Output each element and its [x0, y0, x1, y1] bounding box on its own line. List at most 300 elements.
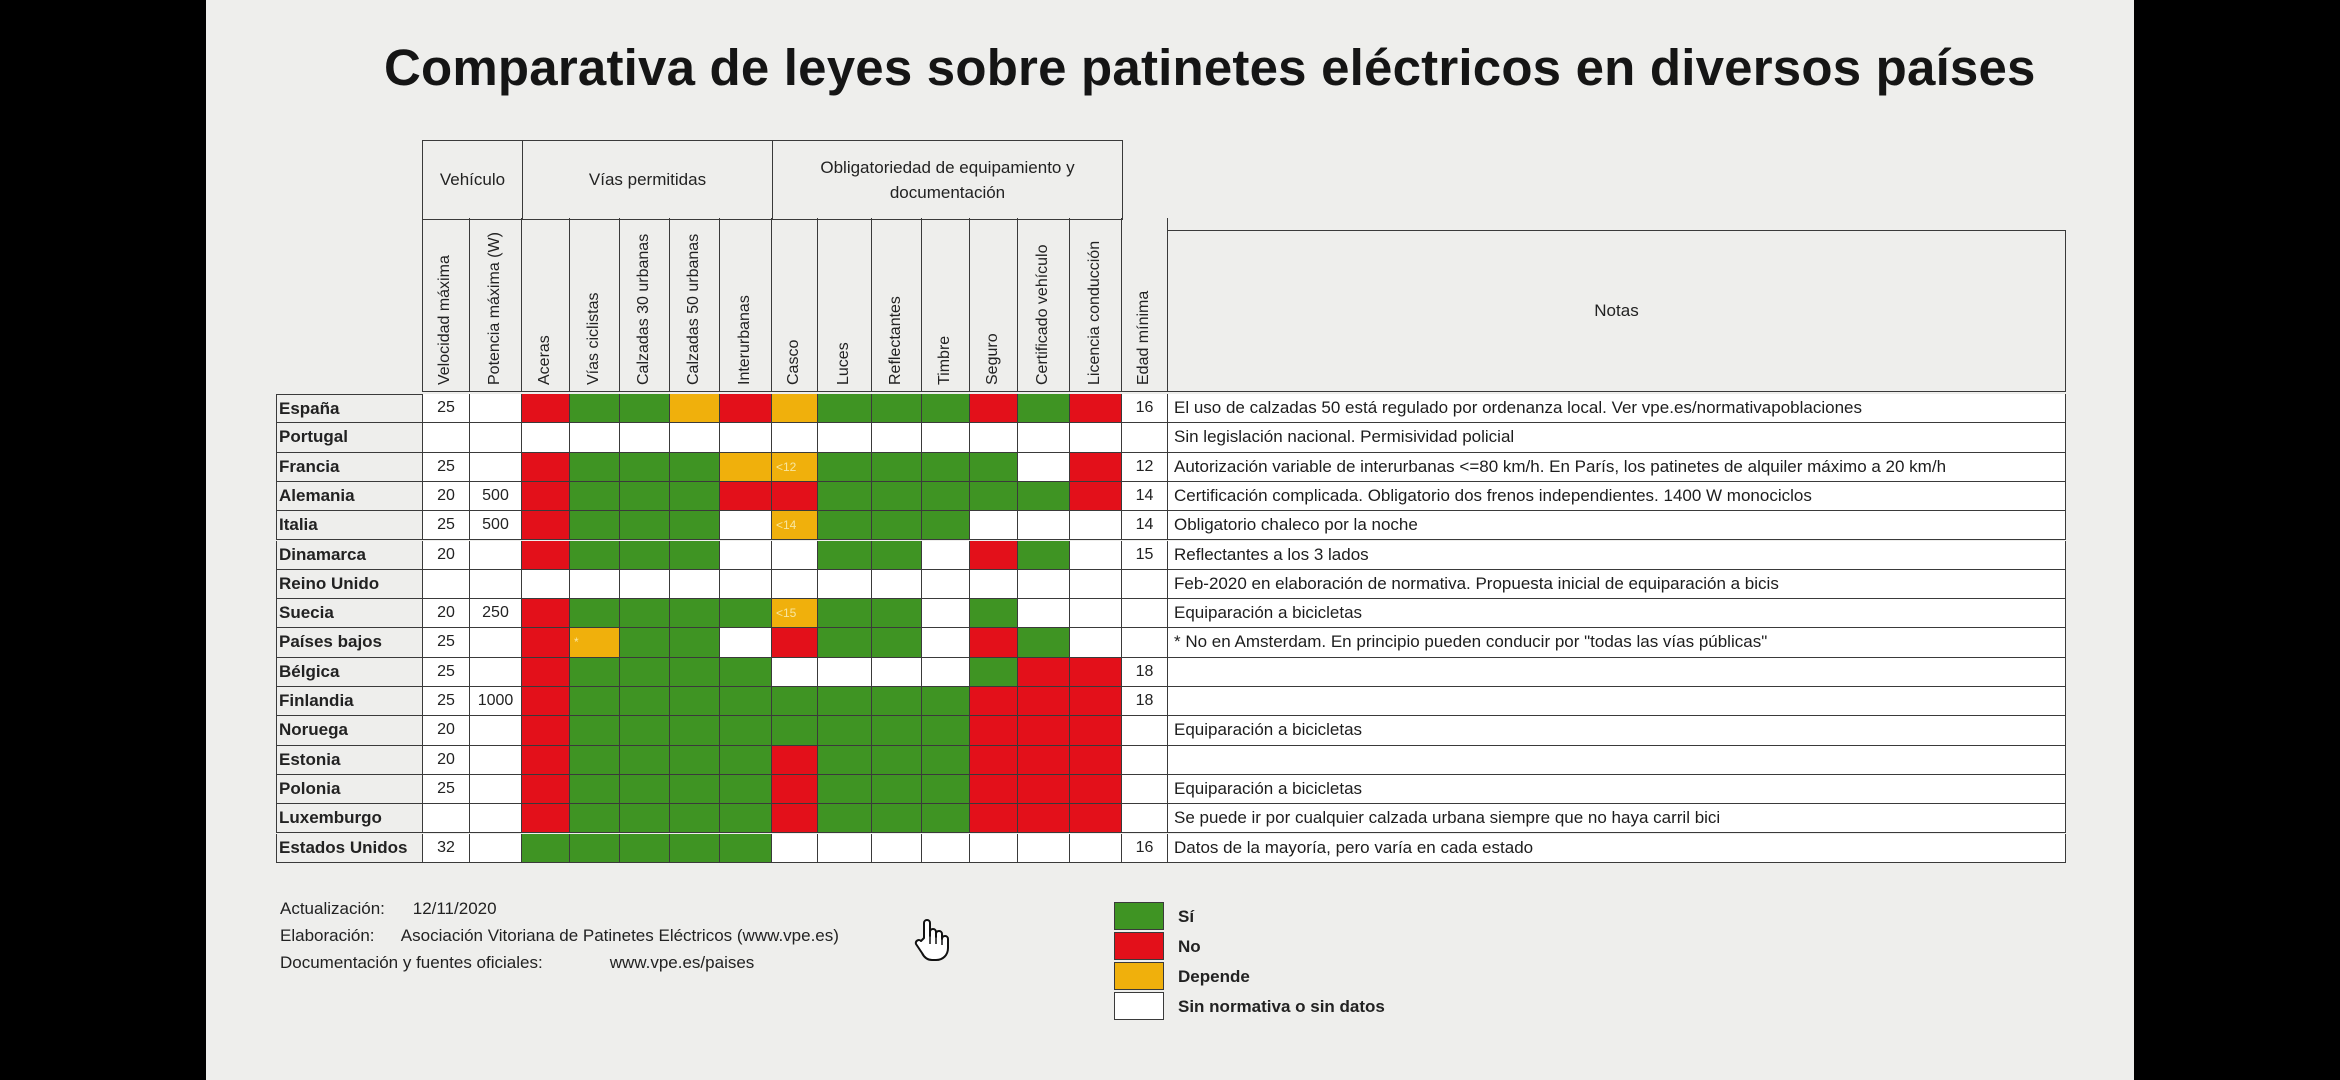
note-cell: * No en Amsterdam. En principio pueden conducir por "todas las vías públicas": [1168, 628, 2066, 657]
speed-cell: 25: [422, 658, 470, 687]
status-cell: [922, 628, 970, 657]
age-cell: [1122, 746, 1168, 775]
status-cell: [670, 570, 720, 599]
notes-header: Notas: [1168, 230, 2066, 392]
status-cell: [1018, 482, 1070, 511]
status-cell: [922, 482, 970, 511]
status-cell: [818, 482, 872, 511]
docs-value: www.vpe.es/paises: [609, 953, 755, 972]
status-cell: [872, 804, 922, 833]
status-cell: [1018, 834, 1070, 863]
note-cell: Datos de la mayoría, pero varía en cada estado: [1168, 834, 2066, 863]
status-cell: [1070, 599, 1122, 628]
status-cell: [720, 482, 772, 511]
note-cell: [1168, 687, 2066, 716]
status-cell: [670, 599, 720, 628]
age-cell: 18: [1122, 658, 1168, 687]
status-cell: [1070, 716, 1122, 745]
status-cell: [970, 599, 1018, 628]
status-cell: [922, 394, 970, 423]
column-header-label: Luces: [834, 342, 852, 385]
status-cell: [872, 775, 922, 804]
power-cell: 250: [470, 599, 522, 628]
status-cell: [522, 541, 570, 570]
column-header-label: Potencia máxima (W): [485, 232, 503, 385]
status-cell: [720, 423, 772, 452]
speed-cell: [422, 570, 470, 599]
status-cell: [922, 423, 970, 452]
status-cell: [818, 716, 872, 745]
status-cell: [872, 599, 922, 628]
country-name: Reino Unido: [276, 570, 422, 599]
legend-label: Depende: [1178, 967, 1250, 986]
status-cell: [970, 775, 1018, 804]
column-header: [470, 218, 522, 392]
column-header: [570, 218, 620, 392]
status-cell: [772, 746, 818, 775]
status-cell: [1070, 775, 1122, 804]
document-page: [206, 0, 2134, 1080]
status-cell: [670, 804, 720, 833]
status-cell: [772, 570, 818, 599]
age-cell: [1122, 628, 1168, 657]
status-cell: [720, 394, 772, 423]
status-cell: [1070, 570, 1122, 599]
status-cell: [522, 804, 570, 833]
status-cell: [522, 775, 570, 804]
status-cell: [570, 628, 620, 657]
status-cell: [620, 599, 670, 628]
column-header-label: Seguro: [983, 333, 1001, 385]
note-cell: Certificación complicada. Obligatorio dos frenos independientes. 1400 W monociclos: [1168, 482, 2066, 511]
speed-cell: 20: [422, 716, 470, 745]
status-cell: [922, 834, 970, 863]
status-cell: [970, 570, 1018, 599]
status-cell: [720, 687, 772, 716]
status-cell: [620, 687, 670, 716]
status-cell: [1018, 394, 1070, 423]
status-cell: [1018, 775, 1070, 804]
status-cell: [970, 453, 1018, 482]
status-cell: [522, 687, 570, 716]
speed-cell: 25: [422, 687, 470, 716]
status-cell: [922, 541, 970, 570]
status-cell: [720, 511, 772, 540]
status-cell: [570, 716, 620, 745]
power-cell: [470, 775, 522, 804]
speed-cell: 32: [422, 834, 470, 863]
status-cell: [1018, 453, 1070, 482]
status-cell: [570, 804, 620, 833]
status-cell: [620, 511, 670, 540]
cell-annotation: *: [574, 635, 579, 650]
update-line: [280, 895, 839, 922]
status-cell: [922, 570, 970, 599]
country-name: Portugal: [276, 423, 422, 452]
status-cell: [1070, 482, 1122, 511]
country-name: Países bajos: [276, 628, 422, 657]
footer-info: [280, 895, 839, 976]
status-cell: [720, 716, 772, 745]
status-cell: [872, 482, 922, 511]
status-cell: [1018, 746, 1070, 775]
status-cell: [772, 804, 818, 833]
status-cell: [522, 482, 570, 511]
status-cell: [720, 658, 772, 687]
status-cell: [720, 599, 772, 628]
status-cell: [570, 423, 620, 452]
age-cell: 14: [1122, 511, 1168, 540]
country-name: Finlandia: [276, 687, 422, 716]
status-cell: [670, 394, 720, 423]
status-cell: [970, 658, 1018, 687]
status-cell: [620, 394, 670, 423]
age-cell: 16: [1122, 394, 1168, 423]
status-cell: [970, 716, 1018, 745]
status-cell: [670, 482, 720, 511]
legend-swatch: [1114, 962, 1164, 990]
column-header-label: Casco: [784, 339, 802, 385]
status-cell: [772, 716, 818, 745]
legend-swatch: [1114, 932, 1164, 960]
status-cell: [818, 541, 872, 570]
status-cell: [1018, 716, 1070, 745]
note-cell: [1168, 658, 2066, 687]
status-cell: [570, 453, 620, 482]
legend-label: Sí: [1178, 907, 1195, 926]
status-cell: [720, 775, 772, 804]
country-name: Suecia: [276, 599, 422, 628]
status-cell: [818, 599, 872, 628]
power-cell: 500: [470, 511, 522, 540]
status-cell: [570, 746, 620, 775]
age-cell: 15: [1122, 541, 1168, 570]
status-cell: [522, 423, 570, 452]
column-header: [1122, 218, 1168, 392]
status-cell: [1070, 687, 1122, 716]
status-cell: [570, 834, 620, 863]
status-cell: [772, 423, 818, 452]
speed-cell: 25: [422, 775, 470, 804]
status-cell: [1070, 453, 1122, 482]
group-header-0: Vehículo: [422, 140, 523, 220]
status-cell: [818, 423, 872, 452]
status-cell: [620, 453, 670, 482]
status-cell: [872, 511, 922, 540]
legend-label: No: [1178, 937, 1201, 956]
column-header-label: Calzadas 50 urbanas: [684, 233, 702, 385]
status-cell: [522, 746, 570, 775]
status-cell: [1018, 541, 1070, 570]
status-cell: [818, 746, 872, 775]
status-cell: [570, 394, 620, 423]
status-cell: [872, 570, 922, 599]
status-cell: [922, 804, 970, 833]
status-cell: [818, 453, 872, 482]
status-cell: [1070, 658, 1122, 687]
legend-swatch: [1114, 902, 1164, 930]
column-header-label: Interurbanas: [735, 295, 753, 385]
age-cell: [1122, 423, 1168, 452]
speed-cell: 20: [422, 746, 470, 775]
speed-cell: 25: [422, 628, 470, 657]
column-header-label: Licencia conducción: [1085, 240, 1103, 385]
note-cell: Equiparación a bicicletas: [1168, 599, 2066, 628]
status-cell: [772, 775, 818, 804]
status-cell: [670, 746, 720, 775]
column-header: [1070, 218, 1122, 392]
country-name: Luxemburgo: [276, 804, 422, 833]
hand-pointer-icon: [914, 918, 950, 962]
age-cell: 18: [1122, 687, 1168, 716]
status-cell: [620, 541, 670, 570]
column-header-label: Certificado vehículo: [1033, 244, 1051, 385]
status-cell: [522, 628, 570, 657]
status-cell: [570, 775, 620, 804]
country-name: Italia: [276, 511, 422, 540]
status-cell: [872, 541, 922, 570]
author-label: Elaboración:: [280, 926, 375, 945]
speed-cell: 25: [422, 453, 470, 482]
status-cell: [570, 482, 620, 511]
status-cell: [1018, 804, 1070, 833]
column-header-label: Velocidad máxima: [436, 255, 453, 385]
status-cell: [1018, 599, 1070, 628]
status-cell: [872, 628, 922, 657]
status-cell: [970, 482, 1018, 511]
status-cell: [772, 658, 818, 687]
power-cell: [470, 541, 522, 570]
country-name: Estados Unidos: [276, 834, 422, 863]
status-cell: [818, 658, 872, 687]
status-cell: [872, 834, 922, 863]
author-line: [280, 922, 839, 949]
power-cell: 500: [470, 482, 522, 511]
status-cell: [720, 834, 772, 863]
note-cell: Equiparación a bicicletas: [1168, 775, 2066, 804]
status-cell: [1018, 687, 1070, 716]
status-cell: [922, 746, 970, 775]
status-cell: [772, 453, 818, 482]
status-cell: [620, 570, 670, 599]
status-cell: [620, 628, 670, 657]
status-cell: [872, 658, 922, 687]
status-cell: [570, 599, 620, 628]
status-cell: [818, 394, 872, 423]
status-cell: [1018, 658, 1070, 687]
status-cell: [970, 834, 1018, 863]
column-header-label: Edad mínima: [1134, 290, 1152, 385]
column-header-label: Timbre: [935, 335, 953, 385]
status-cell: [720, 746, 772, 775]
docs-label: Documentación y fuentes oficiales:: [280, 953, 543, 972]
age-cell: [1122, 804, 1168, 833]
status-cell: [670, 541, 720, 570]
column-header: [970, 218, 1018, 392]
status-cell: [720, 541, 772, 570]
power-cell: [470, 570, 522, 599]
status-cell: [522, 834, 570, 863]
status-cell: [772, 541, 818, 570]
status-cell: [670, 658, 720, 687]
status-cell: [620, 482, 670, 511]
status-cell: [1018, 570, 1070, 599]
status-cell: [772, 628, 818, 657]
status-cell: [570, 687, 620, 716]
status-cell: [922, 599, 970, 628]
status-cell: [620, 834, 670, 863]
status-cell: [922, 511, 970, 540]
update-value: 12/11/2020: [412, 899, 497, 918]
status-cell: [1070, 834, 1122, 863]
power-cell: [470, 453, 522, 482]
status-cell: [670, 775, 720, 804]
status-cell: [570, 570, 620, 599]
status-cell: [570, 541, 620, 570]
status-cell: [970, 541, 1018, 570]
column-header: [922, 218, 970, 392]
status-cell: [522, 599, 570, 628]
country-name: Francia: [276, 453, 422, 482]
status-cell: [970, 628, 1018, 657]
column-header: [720, 218, 772, 392]
status-cell: [1070, 804, 1122, 833]
status-cell: [970, 511, 1018, 540]
status-cell: [772, 394, 818, 423]
status-cell: [670, 834, 720, 863]
column-header: [818, 218, 872, 392]
age-cell: [1122, 716, 1168, 745]
status-cell: [970, 423, 1018, 452]
column-header: [872, 218, 922, 392]
status-cell: [818, 775, 872, 804]
status-cell: [720, 570, 772, 599]
note-cell: [1168, 746, 2066, 775]
cell-annotation: <14: [776, 518, 797, 533]
legend-swatch: [1114, 992, 1164, 1020]
status-cell: [670, 423, 720, 452]
country-name: España: [276, 394, 422, 423]
column-header: [772, 218, 818, 392]
status-cell: [970, 394, 1018, 423]
status-cell: [720, 453, 772, 482]
age-cell: [1122, 570, 1168, 599]
country-name: Dinamarca: [276, 541, 422, 570]
age-cell: 16: [1122, 834, 1168, 863]
status-cell: [1070, 511, 1122, 540]
column-header-label: Reflectantes: [886, 296, 904, 385]
speed-cell: [422, 804, 470, 833]
note-cell: El uso de calzadas 50 está regulado por ordenanza local. Ver vpe.es/normativapoblaciones: [1168, 394, 2066, 423]
speed-cell: 20: [422, 541, 470, 570]
status-cell: [872, 453, 922, 482]
author-value: Asociación Vitoriana de Patinetes Eléctricos (www.vpe.es): [400, 926, 839, 945]
note-cell: Se puede ir por cualquier calzada urbana siempre que no haya carril bici: [1168, 804, 2066, 833]
status-cell: [818, 687, 872, 716]
note-cell: Obligatorio chaleco por la noche: [1168, 511, 2066, 540]
note-cell: Equiparación a bicicletas: [1168, 716, 2066, 745]
note-cell: Reflectantes a los 3 lados: [1168, 541, 2066, 570]
status-cell: [522, 570, 570, 599]
note-cell: Autorización variable de interurbanas <=80 km/h. En París, los patinetes de alquiler máximo a 20 km/h: [1168, 453, 2066, 482]
column-header: [522, 218, 570, 392]
age-cell: 12: [1122, 453, 1168, 482]
status-cell: [670, 628, 720, 657]
power-cell: [470, 423, 522, 452]
status-cell: [872, 716, 922, 745]
cell-annotation: <15: [776, 606, 797, 621]
power-cell: [470, 394, 522, 423]
power-cell: [470, 716, 522, 745]
power-cell: 1000: [470, 687, 522, 716]
update-label: Actualización:: [280, 899, 385, 918]
status-cell: [670, 716, 720, 745]
page-title: Comparativa de leyes sobre patinetes eléctricos en diversos países: [384, 39, 2036, 96]
note-cell: Feb-2020 en elaboración de normativa. Propuesta inicial de equiparación a bicis: [1168, 570, 2066, 599]
column-header-label: Aceras: [535, 335, 553, 385]
status-cell: [620, 658, 670, 687]
status-cell: [818, 834, 872, 863]
speed-cell: 25: [422, 511, 470, 540]
speed-cell: 20: [422, 482, 470, 511]
status-cell: [620, 716, 670, 745]
age-cell: 14: [1122, 482, 1168, 511]
note-cell: Sin legislación nacional. Permisividad policial: [1168, 423, 2066, 452]
status-cell: [922, 775, 970, 804]
power-cell: [470, 804, 522, 833]
status-cell: [1070, 394, 1122, 423]
country-name: Noruega: [276, 716, 422, 745]
status-cell: [970, 687, 1018, 716]
status-cell: [620, 746, 670, 775]
status-cell: [970, 804, 1018, 833]
age-cell: [1122, 775, 1168, 804]
speed-cell: 25: [422, 394, 470, 423]
group-header-2: Obligatoriedad de equipamiento y documentación: [772, 140, 1123, 220]
status-cell: [720, 628, 772, 657]
status-cell: [772, 687, 818, 716]
status-cell: [720, 804, 772, 833]
status-cell: [670, 453, 720, 482]
status-cell: [522, 394, 570, 423]
power-cell: [470, 628, 522, 657]
column-header: [422, 218, 470, 392]
column-header-label: Vías ciclistas: [584, 292, 602, 385]
status-cell: [1070, 628, 1122, 657]
column-header: [1018, 218, 1070, 392]
status-cell: [620, 423, 670, 452]
status-cell: [818, 570, 872, 599]
status-cell: [772, 599, 818, 628]
status-cell: [522, 511, 570, 540]
docs-line: [280, 949, 839, 976]
status-cell: [620, 775, 670, 804]
status-cell: [522, 716, 570, 745]
status-cell: [1070, 423, 1122, 452]
column-header: [620, 218, 670, 392]
status-cell: [818, 804, 872, 833]
status-cell: [670, 687, 720, 716]
status-cell: [922, 658, 970, 687]
status-cell: [1070, 541, 1122, 570]
country-name: Alemania: [276, 482, 422, 511]
status-cell: [570, 658, 620, 687]
status-cell: [922, 716, 970, 745]
power-cell: [470, 834, 522, 863]
legend-label: Sin normativa o sin datos: [1178, 997, 1385, 1016]
age-cell: [1122, 599, 1168, 628]
power-cell: [470, 658, 522, 687]
